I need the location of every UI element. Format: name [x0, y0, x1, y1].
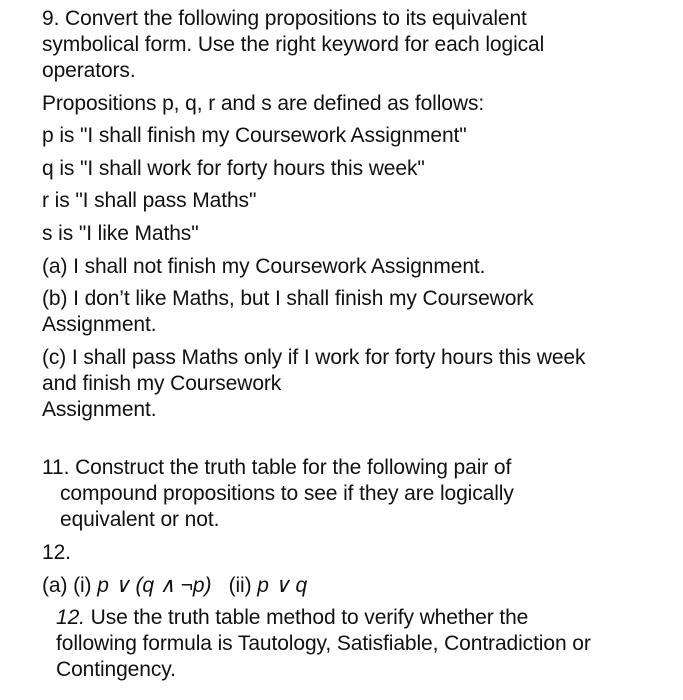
part-a: (a) I shall not finish my Coursework Assignment. [42, 255, 486, 278]
part-c-line-2: and finish my Coursework [42, 372, 282, 395]
q12-text-line-1 [56, 605, 528, 631]
q12-text-line-2: following formula is Tautology, Satisfiable, Contradiction or [56, 632, 591, 655]
propositions-intro: Propositions p, q, r and s are defined as follows: [42, 92, 485, 115]
q9-line-3: operators. [42, 59, 136, 82]
q11-line-3: equivalent or not. [60, 508, 220, 531]
formula-i: p ∨ (q ∧ ¬p) [97, 574, 212, 597]
proposition-p: p is "I shall finish my Coursework Assignment" [42, 124, 467, 147]
q12-text-line-3: Contingency. [56, 658, 176, 681]
q11-line-2: compound propositions to see if they are logically [60, 482, 514, 505]
q9-line-2: symbolical form. Use the right keyword for each logical [42, 33, 545, 56]
q9-line-1: 9. Convert the following propositions to its equivalent [42, 7, 527, 30]
proposition-s: s is "I like Maths" [42, 222, 199, 245]
part-c-line-1: (c) I shall pass Maths only if I work for forty hours this week [42, 346, 586, 369]
q12-text-line-1-body: Use the truth table method to verify whether the [84, 606, 529, 629]
q11-line-1: 11. Construct the truth table for the following pair of [42, 456, 512, 479]
part-c-line-3: Assignment. [42, 398, 157, 421]
q12-italic-number: 12. [56, 606, 85, 629]
part-b-line-2: Assignment. [42, 313, 157, 336]
q12-part-a-mid: (ii) [211, 574, 258, 597]
proposition-r: r is "I shall pass Maths" [42, 189, 257, 212]
formula-ii: p ∨ q [257, 574, 308, 597]
q12-number: 12. [42, 541, 71, 564]
proposition-q: q is "I shall work for forty hours this week" [42, 157, 425, 180]
q12-part-a-prefix: (a) (i) [42, 574, 98, 597]
q12-part-a [42, 573, 307, 599]
part-b-line-1: (b) I don’t like Maths, but I shall finish my Coursework [42, 287, 534, 310]
